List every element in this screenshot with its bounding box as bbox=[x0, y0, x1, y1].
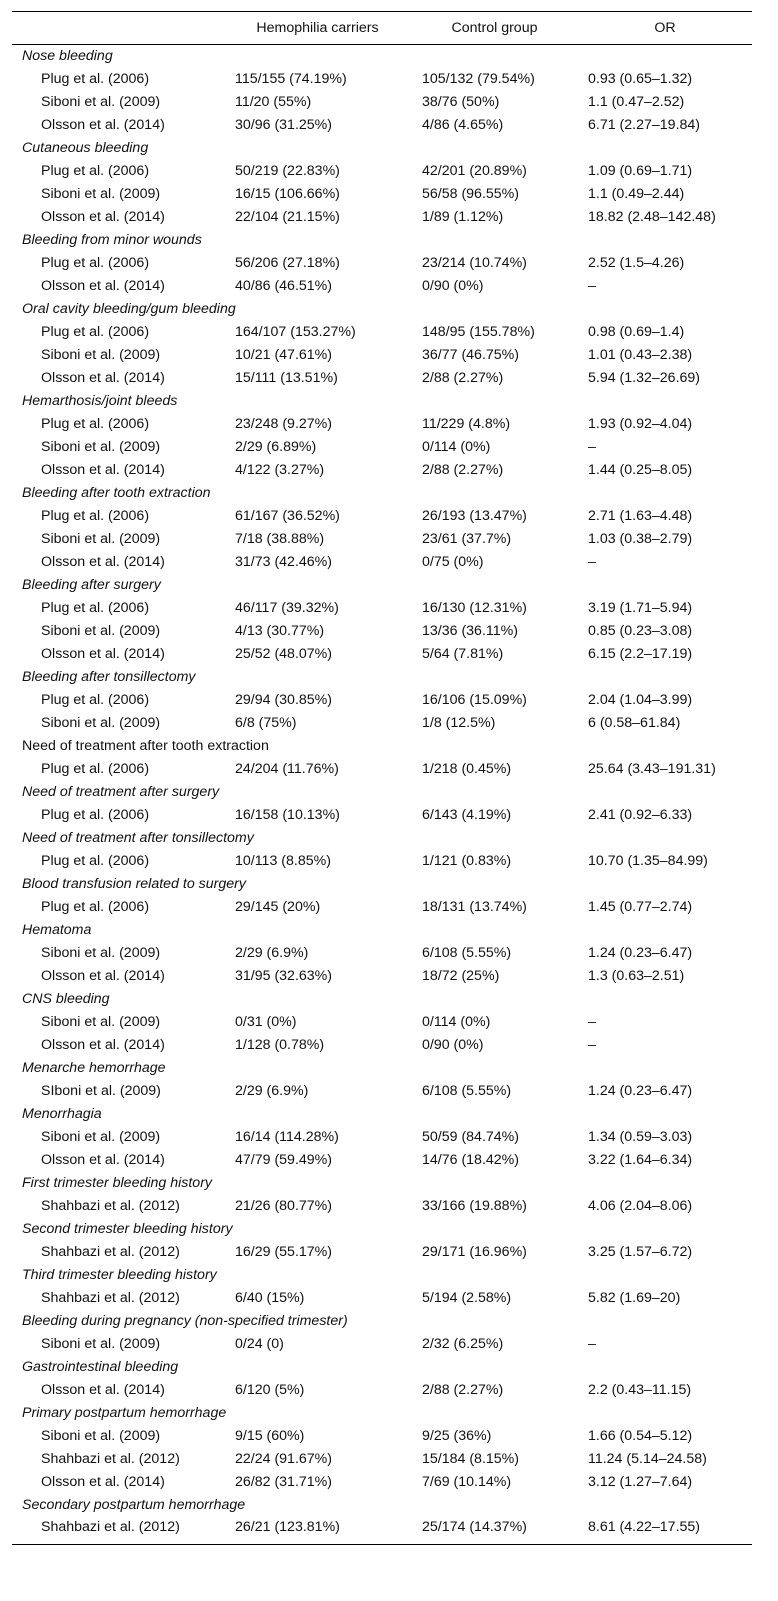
table-row bbox=[12, 344, 752, 367]
category-label: CNS bleeding bbox=[22, 991, 110, 1007]
category-label: Menarche hemorrhage bbox=[22, 1060, 166, 1076]
category-label: Hematoma bbox=[22, 922, 92, 938]
carriers-cell: 115/155 (74.19%) bbox=[235, 71, 347, 87]
or-cell: 1.44 (0.25–8.05) bbox=[588, 462, 693, 478]
table-row bbox=[12, 1448, 752, 1471]
table-row bbox=[12, 1517, 752, 1545]
study-cell: Olsson et al. (2014) bbox=[41, 1474, 165, 1490]
carriers-cell: 0/24 (0) bbox=[235, 1336, 284, 1352]
or-cell: 5.82 (1.69–20) bbox=[588, 1290, 681, 1306]
study-cell: Plug et al. (2006) bbox=[41, 508, 150, 524]
table-row bbox=[12, 160, 752, 183]
table-row bbox=[12, 68, 752, 91]
category-label: Oral cavity bleeding/gum bleeding bbox=[22, 301, 236, 317]
category-row bbox=[12, 873, 752, 896]
carriers-cell: 21/26 (80.77%) bbox=[235, 1198, 333, 1214]
table-row bbox=[12, 367, 752, 390]
category-label: Bleeding after tonsillectomy bbox=[22, 669, 196, 685]
carriers-cell: 47/79 (59.49%) bbox=[235, 1152, 333, 1168]
or-cell: 3.25 (1.57–6.72) bbox=[588, 1244, 693, 1260]
carriers-cell: 29/145 (20%) bbox=[235, 899, 321, 915]
or-cell: – bbox=[588, 1336, 596, 1352]
header-hemophilia-carriers: Hemophilia carriers bbox=[224, 12, 411, 45]
or-cell: 0.98 (0.69–1.4) bbox=[588, 324, 685, 340]
carriers-cell: 22/104 (21.15%) bbox=[235, 209, 340, 225]
category-label: Hemarthosis/joint bleeds bbox=[22, 393, 178, 409]
control-cell: 56/58 (96.55%) bbox=[422, 186, 520, 202]
study-cell: Olsson et al. (2014) bbox=[41, 117, 165, 133]
control-cell: 4/86 (4.65%) bbox=[422, 117, 504, 133]
table-row bbox=[12, 321, 752, 344]
or-cell: 1.01 (0.43–2.38) bbox=[588, 347, 693, 363]
control-cell: 25/174 (14.37%) bbox=[411, 1517, 578, 1545]
carriers-cell: 26/82 (31.71%) bbox=[235, 1474, 333, 1490]
table-row bbox=[12, 1425, 752, 1448]
carriers-cell: 40/86 (46.51%) bbox=[235, 278, 333, 294]
study-cell: Olsson et al. (2014) bbox=[41, 462, 165, 478]
table-row bbox=[12, 1149, 752, 1172]
control-cell: 1/8 (12.5%) bbox=[422, 715, 496, 731]
control-cell: 6/108 (5.55%) bbox=[422, 945, 512, 961]
or-cell: 3.12 (1.27–7.64) bbox=[588, 1474, 693, 1490]
study-cell: SIboni et al. (2009) bbox=[41, 1083, 161, 1099]
category-row bbox=[12, 1264, 752, 1287]
control-cell: 6/143 (4.19%) bbox=[422, 807, 512, 823]
control-cell: 18/72 (25%) bbox=[422, 968, 500, 984]
table-row bbox=[12, 505, 752, 528]
control-cell: 5/64 (7.81%) bbox=[422, 646, 504, 662]
carriers-cell: 6/8 (75%) bbox=[235, 715, 297, 731]
control-cell: 26/193 (13.47%) bbox=[422, 508, 527, 524]
or-cell: 4.06 (2.04–8.06) bbox=[588, 1198, 693, 1214]
carriers-cell: 23/248 (9.27%) bbox=[235, 416, 333, 432]
category-row bbox=[12, 1356, 752, 1379]
carriers-cell: 61/167 (36.52%) bbox=[235, 508, 340, 524]
study-cell: Plug et al. (2006) bbox=[41, 416, 150, 432]
carriers-cell: 29/94 (30.85%) bbox=[235, 692, 333, 708]
study-cell: Siboni et al. (2009) bbox=[41, 1428, 161, 1444]
or-cell: 1.24 (0.23–6.47) bbox=[588, 945, 693, 961]
category-row bbox=[12, 666, 752, 689]
table-row bbox=[12, 1080, 752, 1103]
control-cell: 148/95 (155.78%) bbox=[422, 324, 535, 340]
table-row bbox=[12, 413, 752, 436]
category-label: Need of treatment after tooth extraction bbox=[22, 738, 269, 754]
study-cell: Plug et al. (2006) bbox=[41, 163, 150, 179]
carriers-cell: 24/204 (11.76%) bbox=[235, 761, 339, 777]
control-cell: 2/88 (2.27%) bbox=[422, 1382, 504, 1398]
carriers-cell: 46/117 (39.32%) bbox=[235, 600, 339, 616]
table-row bbox=[12, 758, 752, 781]
control-cell: 13/36 (36.11%) bbox=[422, 623, 518, 639]
category-label: Gastrointestinal bleeding bbox=[22, 1359, 179, 1375]
or-cell: 1.03 (0.38–2.79) bbox=[588, 531, 693, 547]
table-row bbox=[12, 436, 752, 459]
category-row bbox=[12, 1494, 752, 1517]
bleeding-odds-table bbox=[12, 11, 752, 1545]
control-cell: 16/106 (15.09%) bbox=[422, 692, 527, 708]
study-cell: Olsson et al. (2014) bbox=[41, 209, 165, 225]
carriers-cell: 0/31 (0%) bbox=[235, 1014, 297, 1030]
control-cell: 11/229 (4.8%) bbox=[422, 416, 511, 432]
carriers-cell: 6/40 (15%) bbox=[235, 1290, 305, 1306]
study-cell: Plug et al. (2006) bbox=[41, 807, 150, 823]
table-row bbox=[12, 183, 752, 206]
study-cell: Siboni et al. (2009) bbox=[41, 623, 161, 639]
study-cell: Siboni et al. (2009) bbox=[41, 1336, 161, 1352]
carriers-cell: 56/206 (27.18%) bbox=[235, 255, 340, 271]
control-cell: 23/61 (37.7%) bbox=[422, 531, 512, 547]
study-cell: Olsson et al. (2014) bbox=[41, 646, 165, 662]
carriers-cell: 10/21 (47.61%) bbox=[235, 347, 333, 363]
or-cell: 2.04 (1.04–3.99) bbox=[588, 692, 693, 708]
table-row bbox=[12, 804, 752, 827]
table-row bbox=[12, 91, 752, 114]
or-cell: 11.24 (5.14–24.58) bbox=[588, 1451, 707, 1467]
carriers-cell: 4/122 (3.27%) bbox=[235, 462, 325, 478]
or-cell: 18.82 (2.48–142.48) bbox=[588, 209, 716, 225]
carriers-cell: 16/14 (114.28%) bbox=[235, 1129, 339, 1145]
category-label: Bleeding during pregnancy (non-specified trimester) bbox=[22, 1313, 348, 1329]
study-cell: Siboni et al. (2009) bbox=[41, 1129, 161, 1145]
or-cell: – bbox=[588, 439, 596, 455]
category-row bbox=[12, 482, 752, 505]
category-row bbox=[12, 919, 752, 942]
or-cell: – bbox=[588, 1037, 596, 1053]
table-header bbox=[12, 12, 752, 45]
carriers-cell: 15/111 (13.51%) bbox=[235, 370, 338, 386]
study-cell: Olsson et al. (2014) bbox=[41, 1152, 165, 1168]
table-row bbox=[12, 1241, 752, 1264]
study-cell: Plug et al. (2006) bbox=[41, 761, 150, 777]
carriers-cell: 2/29 (6.9%) bbox=[235, 1083, 309, 1099]
category-row bbox=[12, 1057, 752, 1080]
study-cell: Olsson et al. (2014) bbox=[41, 554, 165, 570]
study-cell: Shahbazi et al. (2012) bbox=[41, 1198, 180, 1214]
carriers-cell: 22/24 (91.67%) bbox=[235, 1451, 333, 1467]
category-label: Second trimester bleeding history bbox=[22, 1221, 233, 1237]
control-cell: 0/114 (0%) bbox=[422, 1014, 491, 1030]
table-row bbox=[12, 1011, 752, 1034]
study-cell: Plug et al. (2006) bbox=[41, 853, 150, 869]
carriers-cell: 164/107 (153.27%) bbox=[235, 324, 356, 340]
table-row bbox=[12, 459, 752, 482]
control-cell: 16/130 (12.31%) bbox=[422, 600, 527, 616]
category-row bbox=[12, 45, 752, 68]
or-cell: 2.52 (1.5–4.26) bbox=[588, 255, 685, 271]
category-row bbox=[12, 827, 752, 850]
category-row bbox=[12, 1310, 752, 1333]
control-cell: 38/76 (50%) bbox=[422, 94, 500, 110]
study-cell: Plug et al. (2006) bbox=[41, 600, 150, 616]
control-cell: 105/132 (79.54%) bbox=[422, 71, 535, 87]
control-cell: 14/76 (18.42%) bbox=[422, 1152, 520, 1168]
table-row bbox=[12, 896, 752, 919]
study-cell: Plug et al. (2006) bbox=[41, 71, 150, 87]
category-row bbox=[12, 1103, 752, 1126]
or-cell: 3.22 (1.64–6.34) bbox=[588, 1152, 693, 1168]
or-cell: 1.1 (0.49–2.44) bbox=[588, 186, 685, 202]
study-cell: Shahbazi et al. (2012) bbox=[12, 1517, 224, 1545]
category-label: Cutaneous bleeding bbox=[22, 140, 149, 156]
category-row bbox=[12, 1218, 752, 1241]
table-row bbox=[12, 206, 752, 229]
or-cell: 1.66 (0.54–5.12) bbox=[588, 1428, 693, 1444]
or-cell: 1.09 (0.69–1.71) bbox=[588, 163, 693, 179]
or-cell: – bbox=[588, 278, 596, 294]
carriers-cell: 4/13 (30.77%) bbox=[235, 623, 325, 639]
or-cell: 6.15 (2.2–17.19) bbox=[588, 646, 693, 662]
or-cell: 8.61 (4.22–17.55) bbox=[578, 1517, 752, 1545]
control-cell: 1/89 (1.12%) bbox=[422, 209, 504, 225]
control-cell: 5/194 (2.58%) bbox=[422, 1290, 512, 1306]
category-row bbox=[12, 137, 752, 160]
category-label: First trimester bleeding history bbox=[22, 1175, 213, 1191]
control-cell: 18/131 (13.74%) bbox=[422, 899, 527, 915]
table-row bbox=[12, 965, 752, 988]
study-cell: Shahbazi et al. (2012) bbox=[41, 1290, 180, 1306]
category-row bbox=[12, 735, 752, 758]
or-cell: 2.71 (1.63–4.48) bbox=[588, 508, 693, 524]
category-row bbox=[12, 1172, 752, 1195]
category-row bbox=[12, 390, 752, 413]
or-cell: – bbox=[588, 554, 596, 570]
control-cell: 2/88 (2.27%) bbox=[422, 462, 504, 478]
control-cell: 6/108 (5.55%) bbox=[422, 1083, 512, 1099]
carriers-cell: 1/128 (0.78%) bbox=[235, 1037, 325, 1053]
or-cell: 5.94 (1.32–26.69) bbox=[588, 370, 701, 386]
carriers-cell: 31/95 (32.63%) bbox=[235, 968, 333, 984]
control-cell: 23/214 (10.74%) bbox=[422, 255, 527, 271]
study-cell: Plug et al. (2006) bbox=[41, 255, 150, 271]
study-cell: Shahbazi et al. (2012) bbox=[41, 1244, 180, 1260]
table-row bbox=[12, 689, 752, 712]
or-cell: – bbox=[588, 1014, 596, 1030]
table-row bbox=[12, 1333, 752, 1356]
category-label: Bleeding after tooth extraction bbox=[22, 485, 211, 501]
category-row bbox=[12, 1402, 752, 1425]
or-cell: 2.2 (0.43–11.15) bbox=[588, 1382, 692, 1398]
or-cell: 1.34 (0.59–3.03) bbox=[588, 1129, 693, 1145]
control-cell: 0/75 (0%) bbox=[422, 554, 484, 570]
carriers-cell: 7/18 (38.88%) bbox=[235, 531, 325, 547]
category-label: Menorrhagia bbox=[22, 1106, 102, 1122]
carriers-cell: 30/96 (31.25%) bbox=[235, 117, 333, 133]
or-cell: 0.93 (0.65–1.32) bbox=[588, 71, 693, 87]
study-cell: Olsson et al. (2014) bbox=[41, 1382, 165, 1398]
control-cell: 36/77 (46.75%) bbox=[422, 347, 520, 363]
table-row bbox=[12, 252, 752, 275]
carriers-cell: 31/73 (42.46%) bbox=[235, 554, 333, 570]
or-cell: 6 (0.58–61.84) bbox=[588, 715, 681, 731]
study-cell: Olsson et al. (2014) bbox=[41, 370, 165, 386]
carriers-cell: 2/29 (6.89%) bbox=[235, 439, 317, 455]
table-row bbox=[12, 1195, 752, 1218]
study-cell: Siboni et al. (2009) bbox=[41, 439, 161, 455]
category-label: Need of treatment after tonsillectomy bbox=[22, 830, 254, 846]
study-cell: Siboni et al. (2009) bbox=[41, 186, 161, 202]
carriers-cell: 16/29 (55.17%) bbox=[235, 1244, 333, 1260]
carriers-cell: 2/29 (6.9%) bbox=[235, 945, 309, 961]
carriers-cell: 10/113 (8.85%) bbox=[235, 853, 331, 869]
table-row bbox=[12, 597, 752, 620]
table-row bbox=[12, 551, 752, 574]
category-label: Bleeding from minor wounds bbox=[22, 232, 202, 248]
study-cell: Siboni et al. (2009) bbox=[41, 531, 161, 547]
table-row bbox=[12, 620, 752, 643]
table-row bbox=[12, 850, 752, 873]
table-row bbox=[12, 1126, 752, 1149]
control-cell: 1/218 (0.45%) bbox=[422, 761, 512, 777]
control-cell: 7/69 (10.14%) bbox=[422, 1474, 512, 1490]
control-cell: 15/184 (8.15%) bbox=[422, 1451, 520, 1467]
table-row bbox=[12, 643, 752, 666]
category-label: Third trimester bleeding history bbox=[22, 1267, 217, 1283]
study-cell: Siboni et al. (2009) bbox=[41, 347, 161, 363]
carriers-cell: 16/15 (106.66%) bbox=[235, 186, 340, 202]
carriers-cell: 26/21 (123.81%) bbox=[224, 1517, 411, 1545]
category-row bbox=[12, 781, 752, 804]
study-cell: Siboni et al. (2009) bbox=[41, 94, 161, 110]
control-cell: 29/171 (16.96%) bbox=[422, 1244, 527, 1260]
category-label: Nose bleeding bbox=[22, 48, 113, 65]
category-row bbox=[12, 574, 752, 597]
category-label: Secondary postpartum hemorrhage bbox=[22, 1497, 246, 1513]
control-cell: 50/59 (84.74%) bbox=[422, 1129, 520, 1145]
study-cell: Olsson et al. (2014) bbox=[41, 1037, 165, 1053]
study-cell: Olsson et al. (2014) bbox=[41, 278, 165, 294]
category-row bbox=[12, 229, 752, 252]
control-cell: 9/25 (36%) bbox=[422, 1428, 492, 1444]
category-label: Primary postpartum hemorrhage bbox=[22, 1405, 227, 1421]
study-cell: Plug et al. (2006) bbox=[41, 692, 150, 708]
carriers-cell: 6/120 (5%) bbox=[235, 1382, 305, 1398]
or-cell: 1.45 (0.77–2.74) bbox=[588, 899, 693, 915]
study-cell: Olsson et al. (2014) bbox=[41, 968, 165, 984]
category-row bbox=[12, 988, 752, 1011]
control-cell: 0/90 (0%) bbox=[422, 278, 484, 294]
table-row bbox=[12, 712, 752, 735]
or-cell: 10.70 (1.35–84.99) bbox=[588, 853, 708, 869]
control-cell: 2/88 (2.27%) bbox=[422, 370, 504, 386]
category-label: Bleeding after surgery bbox=[22, 577, 161, 593]
control-cell: 0/90 (0%) bbox=[422, 1037, 484, 1053]
control-cell: 33/166 (19.88%) bbox=[422, 1198, 527, 1214]
control-cell: 0/114 (0%) bbox=[422, 439, 491, 455]
table-row bbox=[12, 942, 752, 965]
table-row bbox=[12, 1379, 752, 1402]
study-cell: Plug et al. (2006) bbox=[41, 899, 150, 915]
header-or: OR bbox=[578, 12, 752, 45]
or-cell: 1.93 (0.92–4.04) bbox=[588, 416, 693, 432]
table-body bbox=[12, 45, 752, 1545]
table-row bbox=[12, 275, 752, 298]
table-row bbox=[12, 528, 752, 551]
or-cell: 0.85 (0.23–3.08) bbox=[588, 623, 693, 639]
or-cell: 3.19 (1.71–5.94) bbox=[588, 600, 693, 616]
carriers-cell: 9/15 (60%) bbox=[235, 1428, 305, 1444]
study-cell: Plug et al. (2006) bbox=[41, 324, 150, 340]
or-cell: 1.1 (0.47–2.52) bbox=[588, 94, 685, 110]
or-cell: 1.24 (0.23–6.47) bbox=[588, 1083, 693, 1099]
carriers-cell: 25/52 (48.07%) bbox=[235, 646, 333, 662]
table-row bbox=[12, 114, 752, 137]
study-cell: Siboni et al. (2009) bbox=[41, 945, 161, 961]
header-control-group: Control group bbox=[411, 12, 578, 45]
bleeding-odds-table-container bbox=[12, 11, 752, 1545]
or-cell: 6.71 (2.27–19.84) bbox=[588, 117, 701, 133]
category-label: Need of treatment after surgery bbox=[22, 784, 220, 800]
control-cell: 1/121 (0.83%) bbox=[422, 853, 512, 869]
or-cell: 2.41 (0.92–6.33) bbox=[588, 807, 693, 823]
study-cell: Siboni et al. (2009) bbox=[41, 715, 161, 731]
or-cell: 25.64 (3.43–191.31) bbox=[588, 761, 716, 777]
study-cell: Siboni et al. (2009) bbox=[41, 1014, 161, 1030]
carriers-cell: 16/158 (10.13%) bbox=[235, 807, 340, 823]
control-cell: 42/201 (20.89%) bbox=[422, 163, 527, 179]
study-cell: Shahbazi et al. (2012) bbox=[41, 1451, 180, 1467]
header-study bbox=[12, 12, 224, 45]
or-cell: 1.3 (0.63–2.51) bbox=[588, 968, 685, 984]
table-row bbox=[12, 1287, 752, 1310]
category-row bbox=[12, 298, 752, 321]
table-row bbox=[12, 1471, 752, 1494]
table-row bbox=[12, 1034, 752, 1057]
category-label: Blood transfusion related to surgery bbox=[22, 876, 246, 892]
carriers-cell: 11/20 (55%) bbox=[235, 94, 312, 110]
header-row bbox=[12, 12, 752, 45]
carriers-cell: 50/219 (22.83%) bbox=[235, 163, 340, 179]
control-cell: 2/32 (6.25%) bbox=[422, 1336, 504, 1352]
